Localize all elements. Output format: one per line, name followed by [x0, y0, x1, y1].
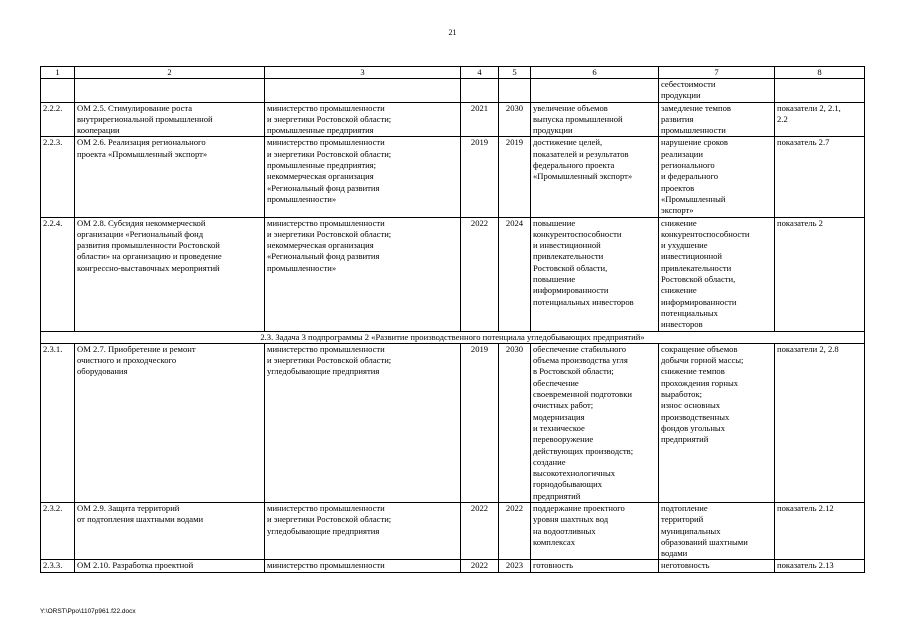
cell-consequence: неготовность — [659, 560, 775, 572]
cell-consequence: нарушение сроков реализации регионального и федерального проектов «Промышленный экспорт» — [659, 137, 775, 217]
page-number: 21 — [448, 28, 457, 37]
cell-exec: министерство промышленности и энергетики Ростовской области; промышленные предприятия; некоммерческая организация «Региональный фонд развития промышленности» — [265, 137, 461, 217]
col-header: 2 — [75, 67, 265, 79]
header-row — [41, 67, 865, 79]
col-header: 7 — [659, 67, 775, 79]
cell-end: 2023 — [499, 560, 531, 572]
col-header: 3 — [265, 67, 461, 79]
file-path-footer: Y:\ORST\Ppo\1107p961.f22.docx — [40, 608, 136, 615]
cell-name: ОМ 2.5. Стимулирование роста внутрирегиональной промышленной кооперации — [75, 102, 265, 137]
cell-consequence: себестоимости продукции — [659, 79, 775, 103]
table-row — [41, 560, 865, 572]
cell-name: ОМ 2.9. Защита территорий от подтопления шахтными водами — [75, 502, 265, 559]
task-row — [41, 331, 865, 343]
cell-name: ОМ 2.8. Субсидия некоммерческой организации «Региональный фонд развития промышленности Ростовской области» на организацию и проведение конгрессно-выставочных мероприятий — [75, 217, 265, 331]
cell-consequence: сокращение объемов добычи горной массы; снижение темпов прохождения горных выработок; износ основных производственных фондов угольных предприятий — [659, 343, 775, 502]
table-row — [41, 343, 865, 502]
cell-link: показатели 2, 2.8 — [775, 343, 865, 502]
cell-result: готовность — [531, 560, 659, 572]
cell-result: достижение целей, показателей и результатов федерального проекта «Промышленный экспорт» — [531, 137, 659, 217]
cell-end: 2024 — [499, 217, 531, 331]
cell-num: 2.2.4. — [41, 217, 75, 331]
cell-result: повышение конкурентоспособности и инвестиционной привлекательности Ростовской области, повышение информированности потенциальных инвесторов — [531, 217, 659, 331]
cell-num: 2.3.3. — [41, 560, 75, 572]
cell-exec: министерство промышленности и энергетики Ростовской области; некоммерческая организация «Региональный фонд развития промышленности» — [265, 217, 461, 331]
cell-start: 2019 — [461, 343, 499, 502]
cell-exec: министерство промышленности и энергетики Ростовской области; угледобывающие предприятия — [265, 343, 461, 502]
cell-start: 2022 — [461, 217, 499, 331]
cell-link: показатели 2, 2.1, 2.2 — [775, 102, 865, 137]
cell-result: обеспечение стабильного объема производства угля в Ростовской области; обеспечение своевременной подготовки очистных работ; модернизация и техническое перевооружение действующих производств; создание высокотехнологичных горнодобывающих предприятий — [531, 343, 659, 502]
cell-num: 2.3.2. — [41, 502, 75, 559]
rows-group-b — [41, 343, 865, 572]
cell-link: показатель 2 — [775, 217, 865, 331]
cell-end: 2030 — [499, 102, 531, 137]
cell-num: 2.2.2. — [41, 102, 75, 137]
cell-consequence: замедление темпов развития промышленности — [659, 102, 775, 137]
table-row — [41, 502, 865, 559]
cell-consequence: снижение конкурентоспособности и ухудшение инвестиционной привлекательности Ростовской области, снижение информированности потенциальных инвесторов — [659, 217, 775, 331]
cell-end: 2030 — [499, 343, 531, 502]
cell-start: 2022 — [461, 502, 499, 559]
cell-name: ОМ 2.10. Разработка проектной — [75, 560, 265, 572]
cell-end: 2022 — [499, 502, 531, 559]
cell-result: увеличение объемов выпуска промышленной продукции — [531, 102, 659, 137]
col-header: 4 — [461, 67, 499, 79]
cell-result: поддержание проектного уровня шахтных вод на водоотливных комплексах — [531, 502, 659, 559]
col-header: 5 — [499, 67, 531, 79]
cell-link: показатель 2.13 — [775, 560, 865, 572]
table-row — [41, 137, 865, 217]
cell-consequence: подтопление территорий муниципальных образований шахтными водами — [659, 502, 775, 559]
cell-name: ОМ 2.6. Реализация регионального проекта «Промышленный экспорт» — [75, 137, 265, 217]
cell-link: показатель 2.7 — [775, 137, 865, 217]
cell-num: 2.2.3. — [41, 137, 75, 217]
cell-link: показатель 2.12 — [775, 502, 865, 559]
cell-start: 2019 — [461, 137, 499, 217]
table-row — [41, 217, 865, 331]
col-header: 8 — [775, 67, 865, 79]
continuation-row — [41, 79, 865, 103]
cell-exec: министерство промышленности — [265, 560, 461, 572]
col-header: 6 — [531, 67, 659, 79]
col-header: 1 — [41, 67, 75, 79]
cell-start: 2021 — [461, 102, 499, 137]
measures-table — [40, 66, 865, 573]
cell-name: ОМ 2.7. Приобретение и ремонт очистного и проходческого оборудования — [75, 343, 265, 502]
cell-num: 2.3.1. — [41, 343, 75, 502]
cell-exec: министерство промышленности и энергетики Ростовской области; промышленные предприятия — [265, 102, 461, 137]
cell-end: 2019 — [499, 137, 531, 217]
cell-exec: министерство промышленности и энергетики Ростовской области; угледобывающие предприятия — [265, 502, 461, 559]
table-row — [41, 102, 865, 137]
task-heading: 2.3. Задача 3 подпрограммы 2 «Развитие производственного потенциала угледобывающих предприятий» — [41, 331, 865, 343]
cell-start: 2022 — [461, 560, 499, 572]
rows-group-a — [41, 102, 865, 331]
